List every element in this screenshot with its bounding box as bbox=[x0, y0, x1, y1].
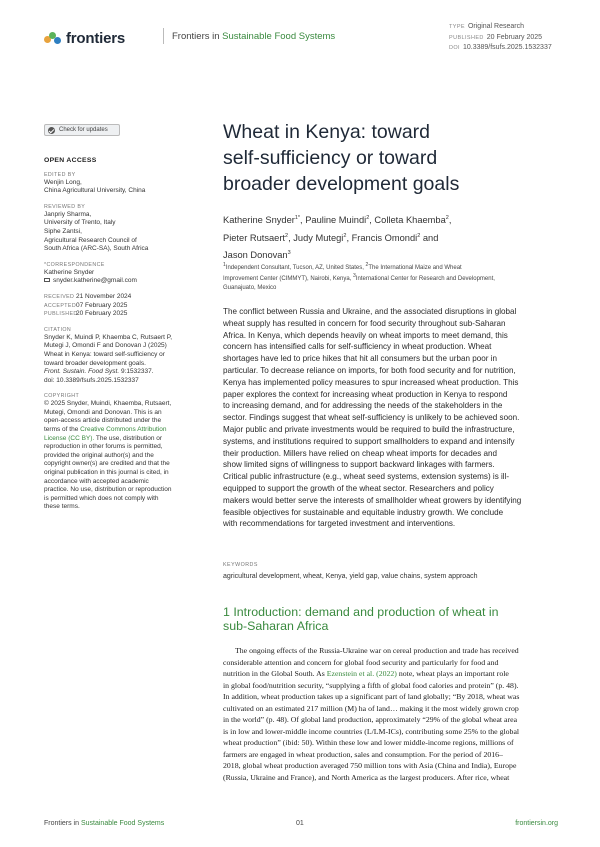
check-updates-icon bbox=[48, 127, 55, 134]
edited-by-label: EDITED BY bbox=[44, 171, 76, 178]
journal-name[interactable]: Frontiers in Sustainable Food Systems bbox=[172, 31, 336, 42]
brand-name: frontiers bbox=[66, 30, 126, 47]
author-name[interactable]: Katherine Snyder bbox=[223, 215, 295, 226]
email-icon bbox=[44, 278, 50, 283]
correspondence-name: Katherine Snyder bbox=[44, 268, 95, 276]
frontiers-logo-icon bbox=[44, 32, 62, 46]
open-access-label: OPEN ACCESS bbox=[44, 157, 97, 164]
citation-doi[interactable]: doi: 10.3389/fsufs.2025.1532337 bbox=[44, 376, 139, 384]
header-divider bbox=[163, 28, 164, 44]
reviewer-affiliation: Agricultural Research Council of bbox=[44, 236, 137, 244]
keywords-label: KEYWORDS bbox=[223, 562, 258, 568]
published-date: 20 February 2025 bbox=[486, 33, 543, 41]
article-type: Original Research bbox=[467, 23, 524, 30]
reviewer-affiliation: South Africa (ARC-SA), South Africa bbox=[44, 245, 149, 253]
article-title: Wheat in Kenya: toward self-sufficiency or toward broader development goals bbox=[223, 121, 460, 195]
citation-label: CITATION bbox=[44, 326, 72, 333]
published-date: 20 February 2025 bbox=[76, 310, 128, 318]
copyright-text: © 2025 Snyder, Muindi, Khaemba, Rutsaert, Mutegi, Omondi and Donovan. This is an open-access article distributed under the terms of the Creative Commons Attribution License (CC BY). The use, distribution or reproduction in other forums is permitted, provided the original author(s) and the copyright owner(s) are credited and that the original publication in this journal is cited, in accordance with accepted academic practice. No use, distribution or reproduction is permitted which does not comply with these terms. bbox=[44, 400, 172, 511]
sidebar bbox=[44, 124, 196, 512]
page-header bbox=[44, 23, 564, 58]
footer-journal[interactable]: Frontiers in Sustainable Food Systems bbox=[44, 820, 165, 827]
correspondence-email[interactable]: snyder.katherine@gmail.com bbox=[44, 277, 196, 286]
reviewer-affiliation: University of Trento, Italy bbox=[44, 219, 116, 227]
footer-site-link[interactable]: frontiersin.org bbox=[515, 820, 558, 827]
reviewer-name: Janpriy Sharma, bbox=[44, 210, 92, 218]
citation-link[interactable]: Ezenstein et al. (2022) bbox=[326, 669, 397, 679]
doi-link[interactable]: 10.3389/fsufs.2025.1532337 bbox=[462, 44, 552, 51]
section-heading: 1 Introduction: demand and production of wheat in sub-Saharan Africa bbox=[223, 605, 499, 633]
license-link[interactable]: License (CC BY). bbox=[44, 434, 95, 442]
reviewer-name: Siphe Zantsi, bbox=[44, 227, 82, 235]
abstract: The conflict between Russia and Ukraine, and the associated disruptions in global wheat supply has resulted in concern for food security throughout sub-Saharan Africa. In Kenya, which depends heavily on wheat imports to meet demand, this concern has intensified calls for self-sufficiency in wheat production. Wheat shortages have led to price hikes that hit all consumers but the urban poor in particular. To decrease reliance on imports, for both food security and for nutrition, Kenya has implemented policy measures to spur increased wheat production. This paper explores the context for increasing wheat production in Kenya to respond to increasing demand, and for addressing the needs of the stakeholders in the sector. Findings suggest that wheat self-sufficiency is unlikely to be achieved soon. Major public and private investments would be required to build the infrastructure, systems, and institutions required to support smallholders to expand and intensify their production. Millers have relied on cheap wheat imports for decades and show limited signs of willingness to support backward linkages with farmers. Critical public infrastructure (e.g., wheat seed systems, extension systems) is ill- equipped to support the growth of the wheat sector. Researchers and policy makers would better serve the interests of smallholder wheat growers by identifying feasible objectives for sustainable and equitable industry growth. We conclude with recommendations for targeted investment and interventions. bbox=[223, 307, 522, 529]
reviewed-by-label: REVIEWED BY bbox=[44, 203, 86, 210]
article-dates: RECEIVED 21 November 2024 ACCEPTED 07 February 2025 PUBLISHED 20 February 2025 bbox=[44, 292, 132, 318]
received-date: 21 November 2024 bbox=[76, 292, 132, 300]
page-number: 01 bbox=[296, 820, 304, 827]
frontiers-logo[interactable] bbox=[44, 30, 125, 47]
author-list: Katherine Snyder$^{1*}$, Pauline Muindi$^2$, Colleta Khaemba$^2$, Pieter Rutsaert$^2$, Judy Mutegi$^2$, Francis Omondi$^2$ and Jason Donovan$^3$ bbox=[223, 215, 452, 261]
affiliations: $^1$Independent Consultant, Tucson, AZ, United States, $^2$The International Maize and Wheat Improvement Center (CIMMYT), Nairobi, Kenya, $^3$International Center for Research and Development, Guanajuato, Mexico bbox=[223, 262, 495, 291]
check-updates-button[interactable]: Check for updates bbox=[44, 124, 120, 136]
license-link[interactable]: Creative Commons Attribution bbox=[80, 426, 167, 434]
article-meta: TYPE Original Research PUBLISHED 20 February 2025 DOI 10.3389/fsufs.2025.1532337 bbox=[449, 23, 552, 51]
correspondence-label: *CORRESPONDENCE bbox=[44, 261, 105, 268]
editor-affiliation: China Agricultural University, China bbox=[44, 187, 146, 195]
editor-name: Wenjin Long, bbox=[44, 178, 82, 186]
keywords: agricultural development, wheat, Kenya, yield gap, value chains, system approach bbox=[223, 573, 478, 580]
citation-text: Snyder K, Muindi P, Khaemba C, Rutsaert P, Mutegi J, Omondi F and Donovan J (2025) Wheat in Kenya: toward self-sufficiency or toward broader development goals. Front. Sustain. Food Syst. 9:1532337. doi: 10.3389/fsufs.2025.1532337 bbox=[44, 334, 196, 386]
accepted-date: 07 February 2025 bbox=[76, 301, 128, 309]
copyright-label: COPYRIGHT bbox=[44, 393, 80, 400]
body-text: The ongoing effects of the Russia-Ukraine war on cereal production and trade has received considerable attention and concern for global food security and particularly for food and nutrition in the Global South. As Ezenstein et al. (2022) note, wheat plays an important role in global food/nutrition security, “supplying a fifth of global food calories and protein” (p. 48). In addition, wheat production takes up a significant part of land globally; “By 2018, wheat was cultivated on an estimated 217 million (M) ha of land… making it the most widely grown crop in the world” (p. 48). Of global land production, approximately “29% of the global wheat area is in low and lower-middle income countries (L/LM-ICs), contributing some 25% to the global wheat production” (ibid: 50). Within these low and lower middle-income regions, millions of farmers are engaged in wheat production, sales and consumption. For the period of 2016– 2018, global wheat production averaged 750 million tons with Asia (China and India), Europe (Russia, Ukraine and France), and North America as the largest producers. After rice, wheat bbox=[223, 646, 520, 783]
